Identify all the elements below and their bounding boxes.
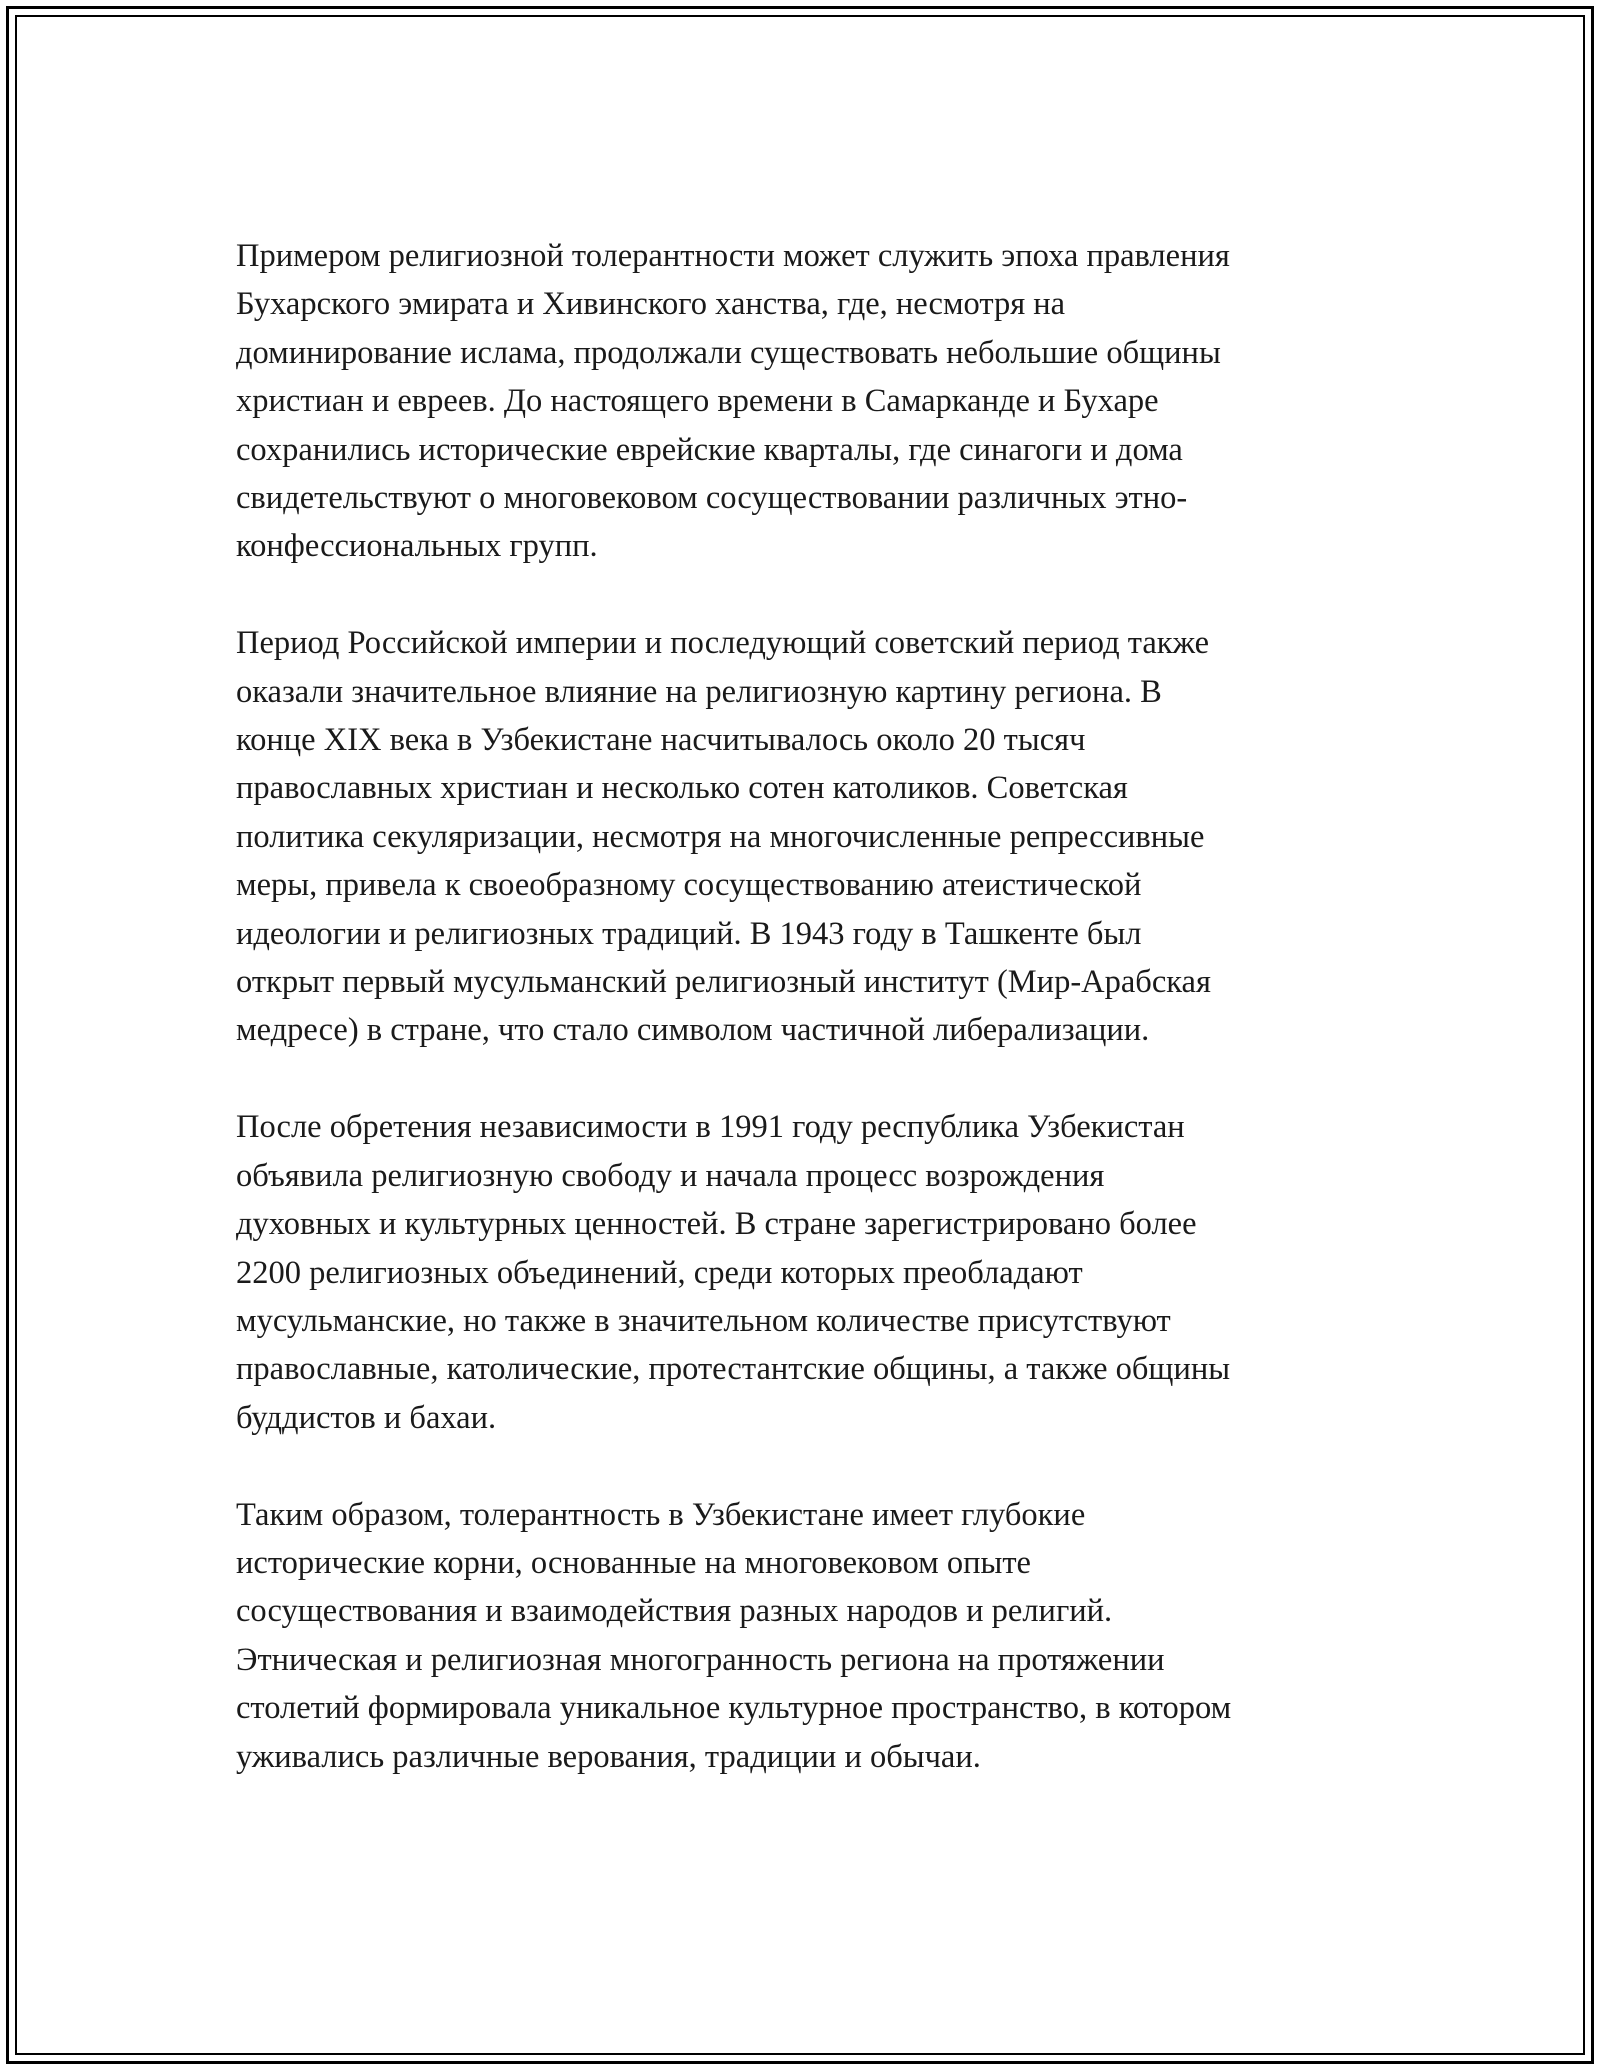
paragraph-4: Таким образом, толерантность в Узбекистане имеет глубокие исторические корни, основанные на многовековом опыте сосуществования и взаимодействия разных народов и религий. Этническая и религиозная многогранность региона на протяжении столетий формировала уникальное культурное пространство, в котором уживались различные верования, традиции и обычаи. — [236, 1496, 1232, 1775]
document-body — [236, 232, 1376, 1781]
paragraph-3: После обретения независимости в 1991 году республика Узбекистан объявила религиозную свободу и начала процесс возрождения духовных и культурных ценностей. В стране зарегистрировано более 2200 религиозных объединений, среди которых преобладают мусульманские, но также в значительном количестве присутствуют православные, католические, протестантские общины, а также общины буддистов и бахаи. — [236, 1109, 1231, 1436]
paragraph-2: Период Российской империи и последующий советский период также оказали значительное влияние на религиозную картину региона. В конце XIX века в Узбекистане насчитывалось около 20 тысяч православных христиан и несколько сотен католиков. Советская политика секуляризации, несмотря на многочисленные репрессивные меры, привела к своеобразному сосуществованию атеистической идеологии и религиозных традиций. В 1943 году в Ташкенте был открыт первый мусульманский религиозный институт (Мир-Арабская медресе) в стране, что стало символом частичной либерализации. — [236, 625, 1211, 1049]
paragraph-1: Примером религиозной толерантности может служить эпоха правления Бухарского эмирата и Хивинского ханства, где, несмотря на доминирование ислама, продолжали существовать небольшие общины христиан и евреев. До настоящего времени в Самарканде и Бухаре сохранились исторические еврейские кварталы, где синагоги и дома свидетельствуют о многовековом сосуществовании различных этно- конфессиональных групп. — [236, 238, 1230, 565]
